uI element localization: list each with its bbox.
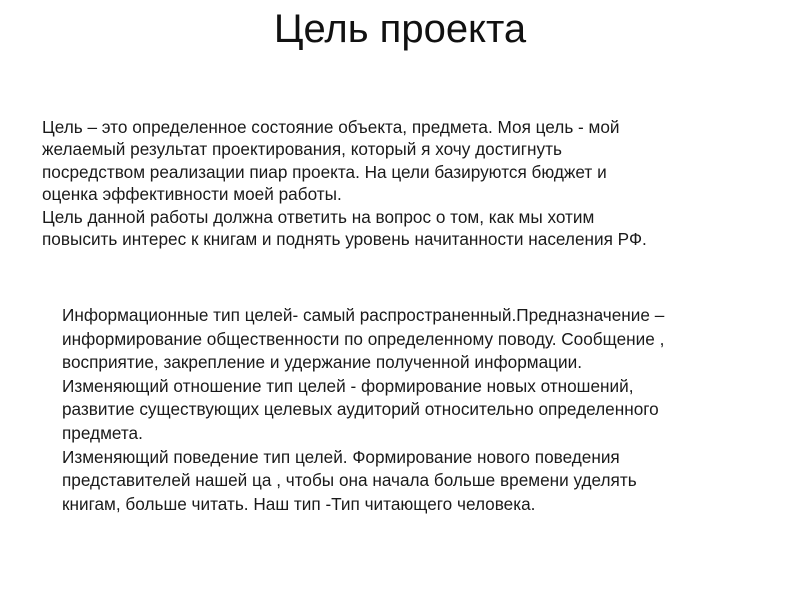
text-line: Информационные тип целей- самый распространенный.Предназначение –: [62, 305, 665, 325]
text-line: восприятие, закрепление и удержание полученной информации.: [62, 352, 582, 373]
text-line: представителей нашей ца , чтобы она начала больше времени уделять: [62, 470, 637, 491]
text-line: оценка эффективности моей работы.: [42, 184, 342, 205]
text-line: Изменяющий отношение тип целей - формирование новых отношений,: [62, 375, 634, 396]
text-line: книгам, больше читать. Наш тип -Тип читающего человека.: [62, 493, 536, 514]
text-line: Цель – это определенное состояние объекта, предмета. Моя цель - мой: [42, 117, 620, 137]
text-line: повысить интерес к книгам и поднять уровень начитанности населения РФ.: [42, 229, 647, 250]
slide-title: Цель проекта: [273, 7, 527, 51]
goal-types-paragraph: [62, 304, 782, 516]
text-line: развитие существующих целевых аудиторий относительно определенного: [62, 399, 659, 420]
text-line: Цель данной работы должна ответить на вопрос о том, как мы хотим: [42, 206, 595, 227]
text-line: желаемый результат проектирования, который я хочу достигнуть: [42, 139, 562, 160]
goal-definition-paragraph: [42, 116, 762, 250]
text-line: Изменяющий поведение тип целей. Формирование нового поведения: [62, 446, 620, 467]
text-line: предмета.: [62, 422, 143, 443]
text-line: информирование общественности по определенному поводу. Сообщение ,: [62, 328, 665, 349]
text-line: посредством реализации пиар проекта. На цели базируются бюджет и: [42, 161, 607, 182]
